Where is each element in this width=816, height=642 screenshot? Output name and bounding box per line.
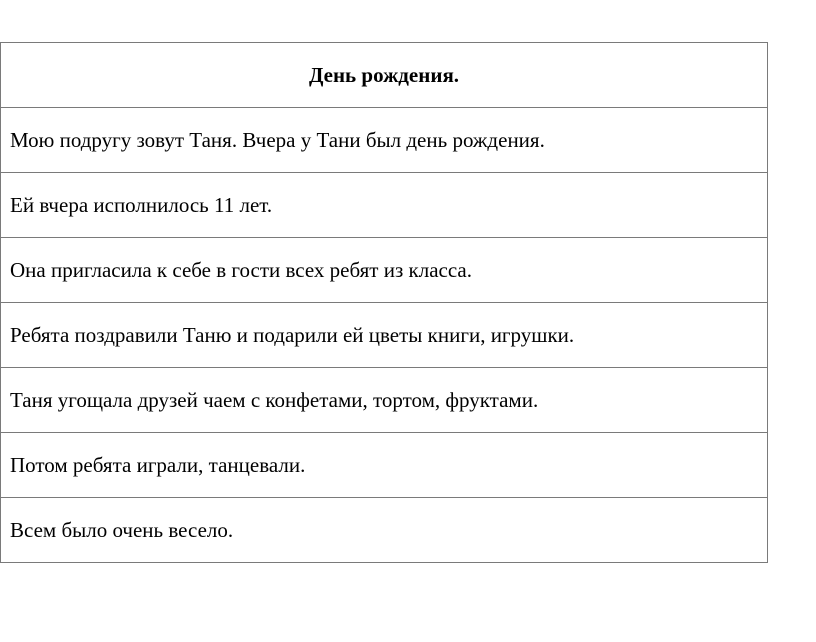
table-row xyxy=(1,108,768,173)
story-line: Потом ребята играли, танцевали. xyxy=(1,433,768,498)
table-row xyxy=(1,173,768,238)
story-table xyxy=(0,42,768,563)
table-row xyxy=(1,368,768,433)
story-line: Мою подругу зовут Таня. Вчера у Тани был день рождения. xyxy=(1,108,768,173)
story-line: Она пригласила к себе в гости всех ребят из класса. xyxy=(1,238,768,303)
story-line: Таня угощала друзей чаем с конфетами, тортом, фруктами. xyxy=(1,368,768,433)
story-line: Ребята поздравили Таню и подарили ей цветы книги, игрушки. xyxy=(1,303,768,368)
story-line: Всем было очень весело. xyxy=(1,498,768,563)
title-row xyxy=(1,43,768,108)
table-row xyxy=(1,238,768,303)
table-row xyxy=(1,498,768,563)
document-title: День рождения. xyxy=(1,43,768,108)
table-row xyxy=(1,433,768,498)
story-line: Ей вчера исполнилось 11 лет. xyxy=(1,173,768,238)
table-row xyxy=(1,303,768,368)
